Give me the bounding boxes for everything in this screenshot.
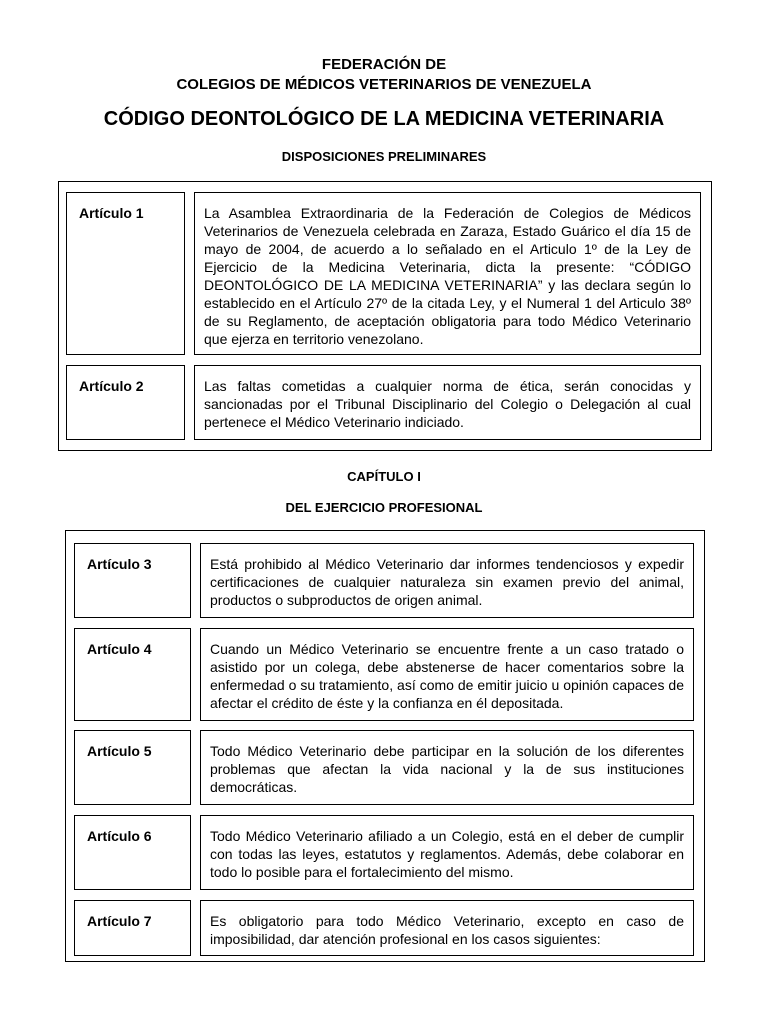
chapter-label: CAPÍTULO I — [347, 469, 421, 484]
federation-heading-line1: FEDERACIÓN DE — [321, 56, 447, 73]
article-2-text: Las faltas cometidas a cualquier norma de ética, serán conocidas y sancionadas por el Tribunal Disciplinario del Colegio o Delegación al cual pertenece el Médico Veterinario indiciado. — [194, 365, 701, 440]
article-4-label: Artículo 4 — [74, 628, 191, 721]
article-7-label: Artículo 7 — [74, 900, 191, 956]
article-2-label: Artículo 2 — [66, 365, 185, 440]
article-5-label: Artículo 5 — [74, 730, 191, 805]
article-5-text: Todo Médico Veterinario debe participar en la solución de los diferentes problemas que afectan la vida nacional y la de sus instituciones democráticas. — [200, 730, 694, 805]
article-1-label: Artículo 1 — [66, 192, 185, 355]
article-3-label: Artículo 3 — [74, 543, 191, 618]
chapter-title: DEL EJERCICIO PROFESIONAL — [285, 500, 483, 515]
article-1-text: La Asamblea Extraordinaria de la Federación de Colegios de Médicos Veterinarios de Venezuela celebrada en Zaraza, Estado Guárico el día 15 de mayo de 2004, de acuerdo a lo señalado en el Articulo 1º de la Ley de Ejercicio de la Medicina Veterinaria, dicta la presente: “CÓDIGO DEONTOLÓGICO DE LA MEDICINA VETERINARIA” y las declara según lo establecido en el Artículo 27º de la citada Ley, y el Numeral 1 del Articulo 38º de su Reglamento, de aceptación obligatoria para todo Médico Veterinario que ejerza en territorio venezolano. — [194, 192, 701, 355]
article-7-text: Es obligatorio para todo Médico Veterinario, excepto en caso de imposibilidad, dar atención profesional en los casos siguientes: — [200, 900, 694, 956]
federation-heading-line2: COLEGIOS DE MÉDICOS VETERINARIOS DE VENEZUELA — [176, 76, 592, 93]
document-title: CÓDIGO DEONTOLÓGICO DE LA MEDICINA VETERINARIA — [103, 108, 665, 130]
article-3-text: Está prohibido al Médico Veterinario dar informes tendenciosos y expedir certificaciones de cualquier naturaleza sin examen previo del animal, productos o subproductos de origen animal. — [200, 543, 694, 618]
article-6-label: Artículo 6 — [74, 815, 191, 890]
section-heading-preliminary: DISPOSICIONES PRELIMINARES — [281, 149, 487, 164]
article-6-text: Todo Médico Veterinario afiliado a un Colegio, está en el deber de cumplir con todas las leyes, estatutos y reglamentos. Además, debe colaborar en todo lo posible para el fortalecimiento del mismo. — [200, 815, 694, 890]
article-4-text: Cuando un Médico Veterinario se encuentre frente a un caso tratado o asistido por un colega, debe abstenerse de hacer comentarios sobre la enfermedad o su tratamiento, así como de emitir juicio u opinión capaces de afectar el crédito de éste y la confianza en él depositada. — [200, 628, 694, 721]
